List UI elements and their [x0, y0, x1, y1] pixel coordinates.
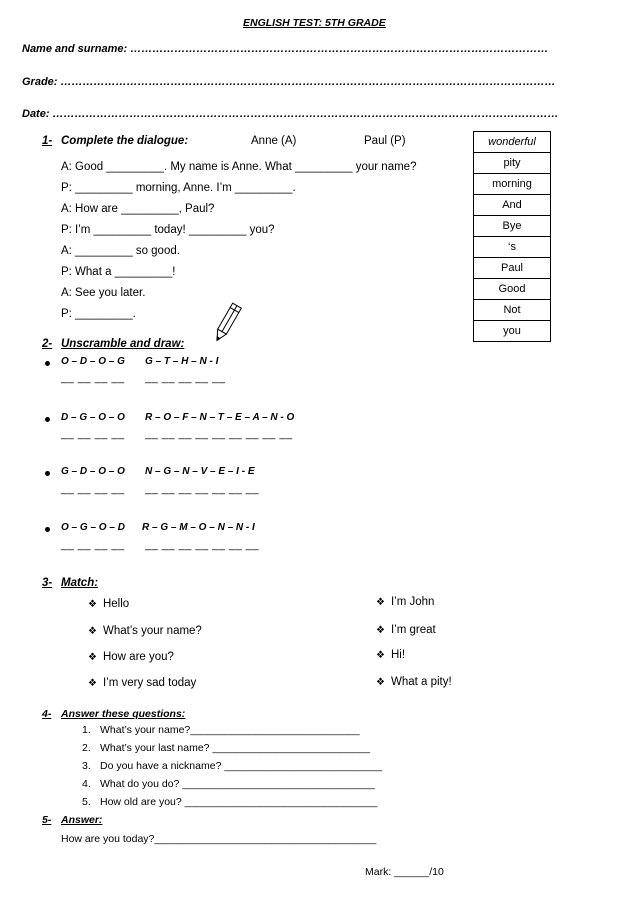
scrambled-word: R – O – F – N – T – E – A – N - O [145, 412, 295, 423]
question-line[interactable]: What do you do? _________________________________ [100, 778, 376, 790]
diamond-bullet-icon: ❖ [88, 599, 97, 610]
scrambled-word: G – T – H – N - I [145, 356, 219, 367]
section4-title: Answer these questions: [61, 708, 186, 720]
dialogue-line: A: See you later. [61, 287, 146, 299]
answer-blanks[interactable]: __ __ __ __ [61, 428, 125, 440]
paul-label: Paul (P) [364, 135, 406, 147]
section1-number: 1- [42, 135, 53, 147]
word-bank-item: wonderful [474, 132, 551, 153]
anne-label: Anne (A) [251, 135, 297, 147]
diamond-bullet-icon: ❖ [376, 677, 385, 688]
dialogue-line[interactable]: P: _________. [61, 308, 136, 320]
pencil-icon [212, 300, 242, 346]
word-bank-item: Bye [474, 216, 551, 237]
diamond-bullet-icon: ❖ [376, 625, 385, 636]
answer-blanks[interactable]: __ __ __ __ [61, 372, 125, 384]
dialogue-line[interactable]: P: What a _________! [61, 266, 176, 278]
match-left-item[interactable]: ❖ I’m very sad today [88, 677, 197, 689]
name-field-line[interactable]: Name and surname: …………………………………………………………………………………………………… [22, 43, 549, 55]
question-line[interactable]: What’s your last name? ___________________________ [100, 742, 371, 754]
match-left-item[interactable]: ❖ Hello [88, 598, 130, 610]
answer-blanks[interactable]: __ __ __ __ [61, 539, 125, 551]
section3-title: Match: [61, 577, 99, 589]
scrambled-word: O – D – O – G [61, 356, 125, 367]
grade-field-line[interactable]: Grade: ……………………………………………………………………………………………………………………… [22, 76, 556, 88]
dialogue-line[interactable]: A: _________ so good. [61, 245, 180, 257]
scrambled-word: G – D – O – O [61, 466, 125, 477]
scrambled-word: R – G – M – O – N – N - I [142, 522, 255, 533]
answer-blanks[interactable]: __ __ __ __ __ __ __ [145, 539, 259, 551]
question-number: 3. [82, 760, 91, 772]
question-number: 2. [82, 742, 91, 754]
word-bank-table [473, 131, 551, 342]
bullet-icon [45, 527, 50, 532]
section3-number: 3- [42, 577, 53, 589]
dialogue-line[interactable]: A: Good _________. My name is Anne. What _________ your name? [61, 161, 417, 173]
question-line[interactable]: Do you have a nickname? ___________________________ [100, 760, 382, 772]
diamond-bullet-icon: ❖ [88, 626, 97, 637]
section2-number: 2- [42, 338, 53, 350]
scrambled-word: D – G – O – O [61, 412, 125, 423]
date-field-line[interactable]: Date: ………………………………………………………………………………………………………………………… [22, 108, 559, 120]
diamond-bullet-icon: ❖ [376, 597, 385, 608]
word-bank-item: Good [474, 279, 551, 300]
answer-blanks[interactable]: __ __ __ __ __ [145, 372, 226, 384]
word-bank-item: you [474, 321, 551, 342]
answer-line[interactable]: How are you today?______________________________________ [61, 833, 377, 845]
section1-title: Complete the dialogue: [61, 135, 189, 147]
match-right-item[interactable]: ❖ What a pity! [376, 676, 452, 688]
question-line[interactable]: What’s your name?_____________________________ [100, 724, 360, 736]
question-number: 4. [82, 778, 91, 790]
dialogue-line[interactable]: P: I’m _________ today! _________ you? [61, 224, 275, 236]
bullet-icon [45, 417, 50, 422]
page-title: ENGLISH TEST: 5TH GRADE [243, 17, 386, 29]
word-bank-item: And [474, 195, 551, 216]
diamond-bullet-icon: ❖ [376, 650, 385, 661]
diamond-bullet-icon: ❖ [88, 678, 97, 689]
diamond-bullet-icon: ❖ [88, 652, 97, 663]
answer-blanks[interactable]: __ __ __ __ __ __ __ __ __ [145, 428, 293, 440]
match-right-item[interactable]: ❖ Hi! [376, 649, 406, 661]
match-left-item[interactable]: ❖ How are you? [88, 651, 174, 663]
mark-field[interactable]: Mark: ______/10 [365, 866, 444, 878]
bullet-icon [45, 471, 50, 476]
match-right-item[interactable]: ❖ I’m John [376, 596, 435, 608]
answer-blanks[interactable]: __ __ __ __ __ __ __ [145, 483, 259, 495]
word-bank-item: Not [474, 300, 551, 321]
match-right-item[interactable]: ❖ I’m great [376, 624, 436, 636]
word-bank-item: morning [474, 174, 551, 195]
match-left-item[interactable]: ❖ What’s your name? [88, 625, 202, 637]
question-number: 5. [82, 796, 91, 808]
answer-blanks[interactable]: __ __ __ __ [61, 483, 125, 495]
section5-number: 5- [42, 814, 52, 826]
question-line[interactable]: How old are you? _________________________________ [100, 796, 378, 808]
section2-title: Unscramble and draw: [61, 338, 185, 350]
scrambled-word: O – G – O – D [61, 522, 125, 533]
dialogue-line[interactable]: A: How are _________, Paul? [61, 203, 215, 215]
scrambled-word: N – G – N – V – E – I - E [145, 466, 255, 477]
bullet-icon [45, 361, 50, 366]
section4-number: 4- [42, 708, 52, 720]
word-bank-item: pity [474, 153, 551, 174]
question-number: 1. [82, 724, 91, 736]
word-bank-item: ‘s [474, 237, 551, 258]
word-bank-item: Paul [474, 258, 551, 279]
section5-title: Answer: [61, 814, 103, 826]
dialogue-line[interactable]: P: _________ morning, Anne. I’m _________. [61, 182, 296, 194]
